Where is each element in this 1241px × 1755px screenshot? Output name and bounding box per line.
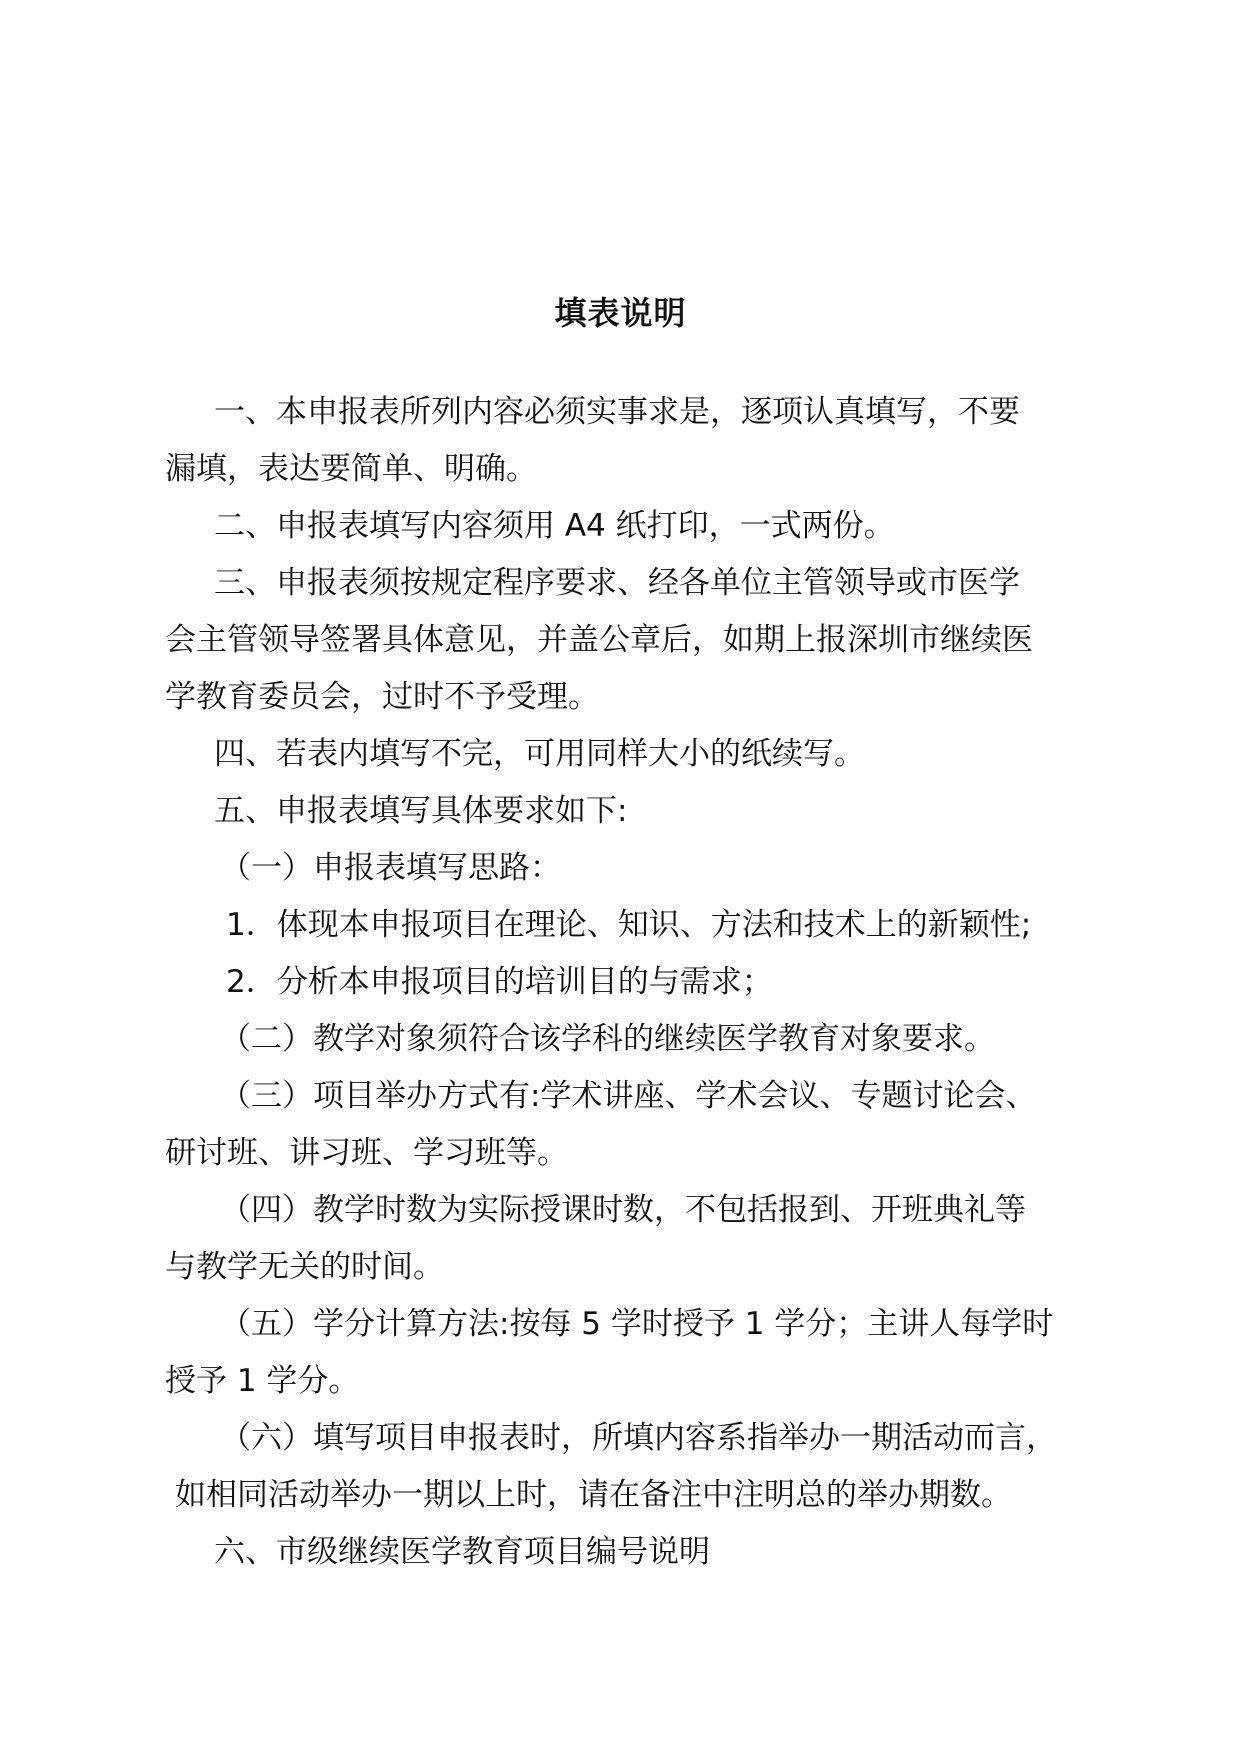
paragraph-line: 会主管领导签署具体意见，并盖公章后，如期上报深圳市继续医 — [165, 622, 1033, 658]
paragraph-line: （三）项目举办方式有:学术讲座、学术会议、专题讨论会、 — [220, 1078, 1037, 1114]
paragraph-line: （四）教学时数为实际授课时数，不包括报到、开班典礼等 — [220, 1192, 1026, 1228]
paragraph-line: 授予 1 学分。 — [165, 1363, 360, 1399]
paragraph-line: （五）学分计算方法:按每 5 学时授予 1 学分；主讲人每学时 — [220, 1306, 1054, 1342]
paragraph-line: 学教育委员会，过时不予受理。 — [165, 679, 599, 715]
paragraph-line: 1．体现本申报项目在理论、知识、方法和技术上的新颖性; — [226, 907, 1032, 943]
paragraph-line: （二）教学对象须符合该学科的继续医学教育对象要求。 — [220, 1021, 995, 1057]
paragraph-line: 六、市级继续医学教育项目编号说明 — [214, 1534, 710, 1570]
paragraph-line: 研讨班、讲习班、学习班等。 — [165, 1135, 568, 1171]
paragraph-line: 2．分析本申报项目的培训目的与需求； — [226, 964, 773, 1000]
paragraph-line: 漏填，表达要简单、明确。 — [165, 451, 537, 487]
page-title: 填表说明 — [554, 294, 687, 332]
paragraph-line: 二、申报表填写内容须用 A4 纸打印，一式两份。 — [214, 508, 895, 544]
paragraph-line: 如相同活动举办一期以上时，请在备注中注明总的举办期数。 — [175, 1477, 1012, 1513]
paragraph-line: （六）填写项目申报表时，所填内容系指举办一期活动而言， — [220, 1420, 1057, 1456]
paragraph-line: 三、申报表须按规定程序要求、经各单位主管领导或市医学 — [214, 565, 1020, 601]
paragraph-line: 一、本申报表所列内容必须实事求是，逐项认真填写，不要 — [214, 394, 1020, 430]
paragraph-line: 四、若表内填写不完，可用同样大小的纸续写。 — [214, 736, 865, 772]
paragraph-line: 与教学无关的时间。 — [165, 1249, 444, 1285]
paragraph-line: （一）申报表填写思路： — [220, 850, 561, 886]
instructions-body — [165, 384, 1095, 1581]
paragraph-line: 五、申报表填写具体要求如下: — [214, 793, 628, 829]
